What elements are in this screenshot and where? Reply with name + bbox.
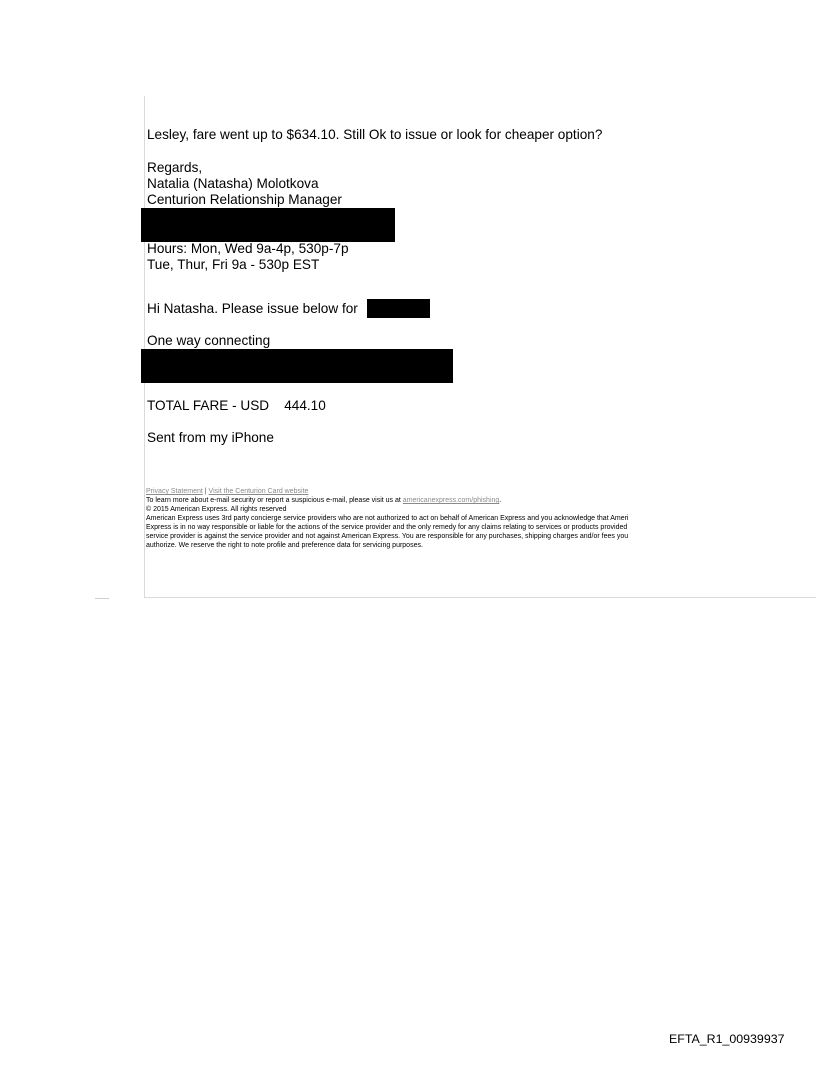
email-intro: Lesley, fare went up to $634.10. Still Ok to issue or look for cheaper option? bbox=[147, 127, 603, 142]
centurion-website-link[interactable]: Visit the Centurion Card website bbox=[208, 488, 309, 495]
footer-disclaimer-line4: authorize. We reserve the right to note profile and preference data for servicing purposes. bbox=[146, 542, 423, 549]
signature-closing: Regards, bbox=[147, 160, 203, 175]
footer-separator: | bbox=[204, 488, 207, 495]
footer-security-line bbox=[146, 496, 816, 505]
footer-security-text: To learn more about e-mail security or report a suspicious e-mail, please visit us at bbox=[146, 497, 401, 504]
reply-total-fare: TOTAL FARE - USD 444.10 bbox=[147, 398, 326, 413]
phishing-link[interactable]: americanexpress.com/phishing bbox=[402, 497, 500, 504]
footer-disclaimer-line3: service provider is against the service provider and not against American Express. You are responsible for any purchases, shipping charges and/or fees you bbox=[146, 533, 629, 540]
signature-name: Natalia (Natasha) Molotkova bbox=[147, 176, 319, 191]
footer-period: . bbox=[499, 497, 502, 504]
signature-hours-line1: Hours: Mon, Wed 9a-4p, 530p-7p bbox=[147, 241, 349, 256]
email-footer bbox=[146, 487, 816, 550]
signature-title: Centurion Relationship Manager bbox=[147, 192, 342, 207]
reply-trip-type: One way connecting bbox=[147, 333, 271, 348]
footer-disclaimer-line1: American Express uses 3rd party concierge service providers who are not authorized to act on behalf of American Express and you acknowledge that Ameri bbox=[146, 515, 629, 522]
redaction-block-contact bbox=[141, 208, 395, 242]
privacy-statement-link[interactable]: Privacy Statement bbox=[146, 488, 203, 495]
redaction-block-itinerary bbox=[141, 349, 453, 383]
signature-hours-line2: Tue, Thur, Fri 9a - 530p EST bbox=[147, 257, 320, 272]
footer-disclaimer-line2: Express is in no way responsible or liable for the actions of the service provider and the only remedy for any claims relating to services or products provided bbox=[146, 524, 628, 531]
footer-copyright: © 2015 American Express. All rights reserved bbox=[146, 506, 287, 513]
bates-number: EFTA_R1_00939937 bbox=[669, 1032, 785, 1046]
footer-links-line bbox=[146, 487, 816, 496]
reply-sent-from: Sent from my iPhone bbox=[147, 430, 274, 445]
page-divider-mark bbox=[95, 598, 109, 599]
redaction-block-name bbox=[367, 299, 430, 318]
reply-greeting: Hi Natasha. Please issue below for bbox=[147, 301, 358, 316]
